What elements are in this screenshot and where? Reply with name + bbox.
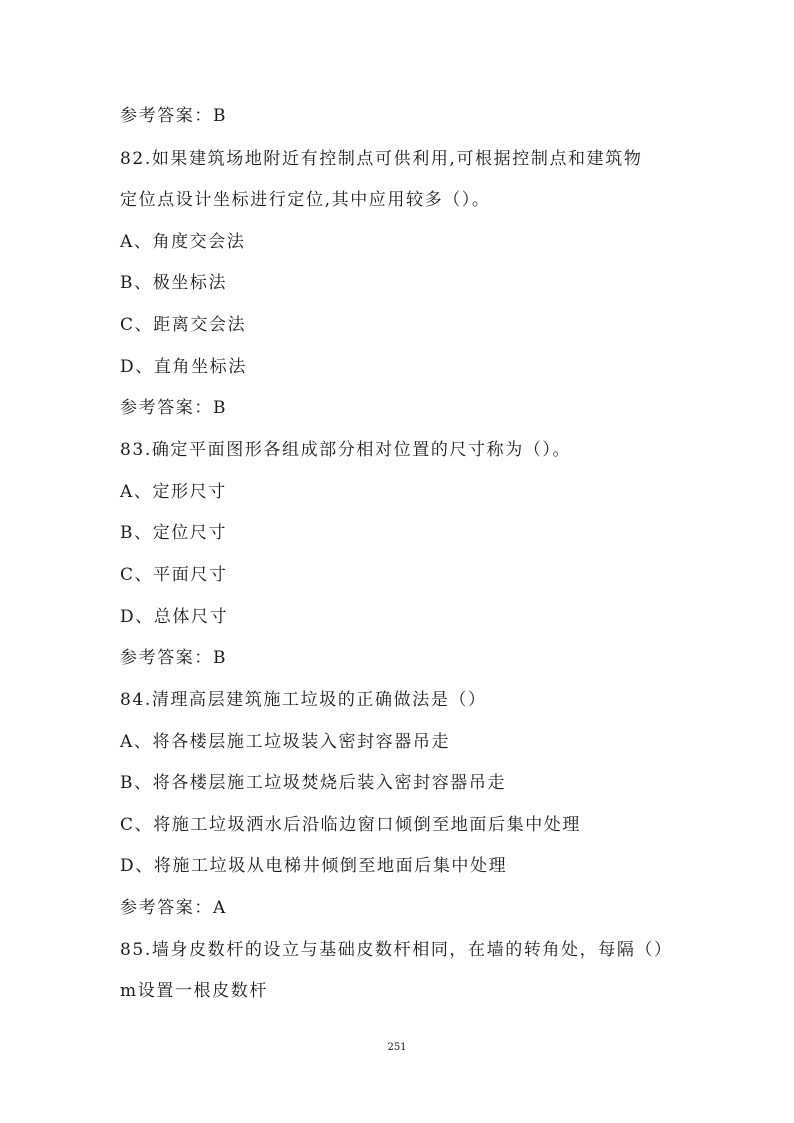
option-82-b: B、极坐标法 <box>120 273 228 293</box>
answer-84: 参考答案：A <box>120 898 227 918</box>
option-84-c: C、将施工垃圾洒水后沿临边窗口倾倒至地面后集中处理 <box>120 815 582 835</box>
question-84: 84.清理高层建筑施工垃圾的正确做法是（） <box>120 690 487 710</box>
answer-83: 参考答案：B <box>120 648 228 668</box>
option-84-a: A、将各楼层施工垃圾装入密封容器吊走 <box>120 732 451 752</box>
answer-82: 参考答案：B <box>120 398 228 418</box>
option-82-d: D、直角坐标法 <box>120 357 247 377</box>
option-82-c: C、距离交会法 <box>120 315 247 335</box>
option-84-d: D、将施工垃圾从电梯井倾倒至地面后集中处理 <box>120 856 508 876</box>
option-84-b: B、将各楼层施工垃圾焚烧后装入密封容器吊走 <box>120 773 507 793</box>
option-83-c: C、平面尺寸 <box>120 565 228 585</box>
page-number: 251 <box>387 1042 407 1053</box>
question-85-line-2: m设置一根皮数杆 <box>120 981 268 1001</box>
option-83-b: B、定位尺寸 <box>120 523 228 543</box>
option-83-d: D、总体尺寸 <box>120 607 229 627</box>
answer-81: 参考答案：B <box>120 106 228 126</box>
question-85-line-1: 85.墙身皮数杆的设立与基础皮数杆相同，在墙的转角处，每隔（） <box>120 940 673 960</box>
question-82-line-2: 定位点设计坐标进行定位,其中应用较多（）。 <box>120 190 491 210</box>
option-82-a: A、角度交会法 <box>120 232 246 252</box>
question-82-line-1: 82.如果建筑场地附近有控制点可供利用,可根据控制点和建筑物 <box>120 149 643 169</box>
option-83-a: A、定形尺寸 <box>120 482 227 502</box>
question-83: 83.确定平面图形各组成部分相对位置的尺寸称为（）。 <box>120 440 572 460</box>
